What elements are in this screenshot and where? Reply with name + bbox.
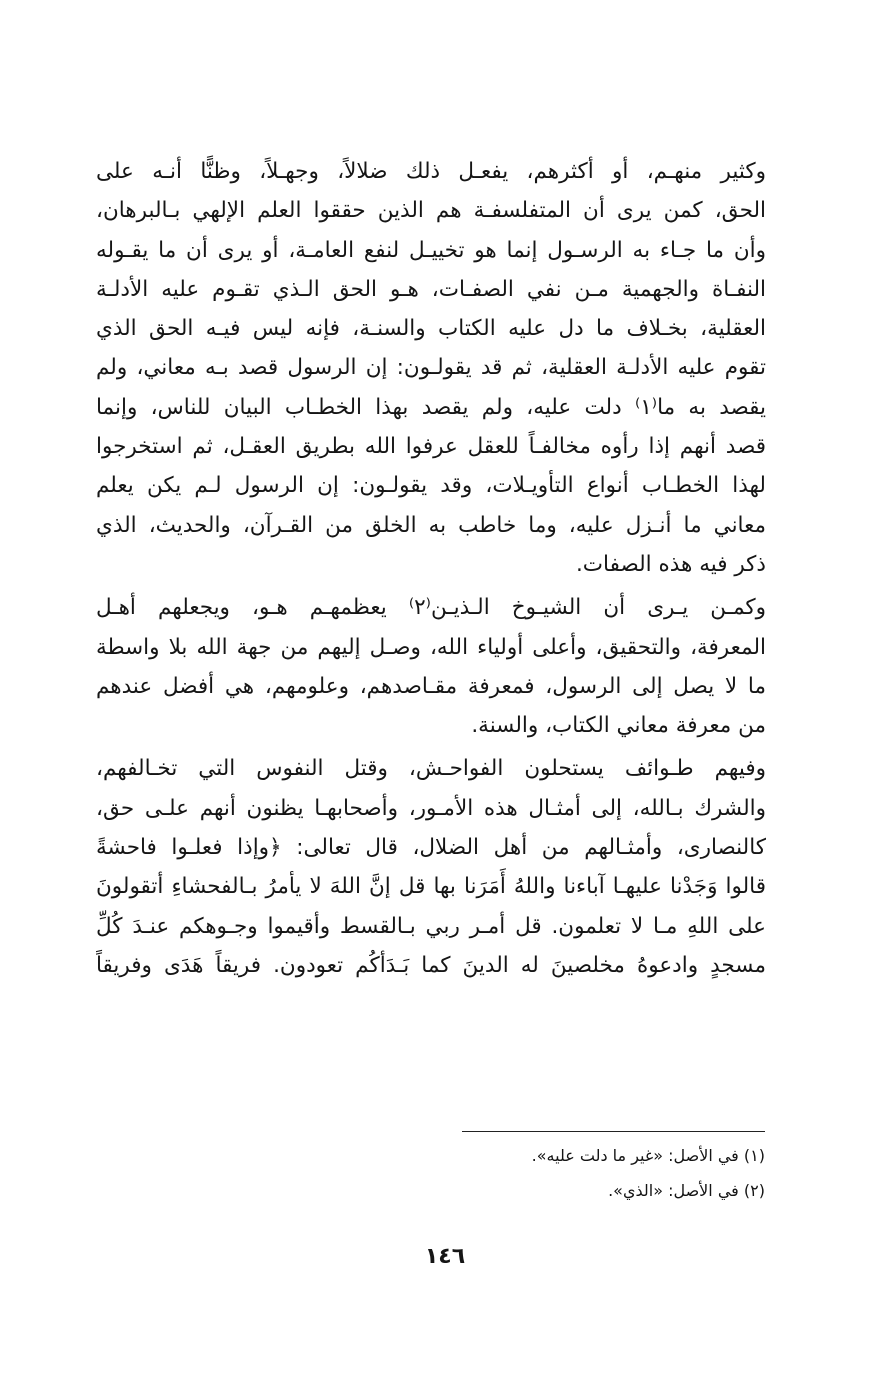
text-line: النفـاة والجهمية مـن نفي الصفـات، هـو الحق الـذي تقـوم عليه الأدلـة (96, 276, 766, 302)
footnote-divider (462, 1131, 765, 1132)
text-line: المعرفة، والتحقيق، وأعلى أولياء الله، وصـل إليهم من جهة الله بلا واسطة (96, 634, 766, 660)
text-line: لهذا الخطـاب أنواع التأويـلات، وقد يقولـون: إن الرسول لـم يكن يعلم (96, 473, 766, 499)
paragraph-2 (96, 588, 766, 745)
page-number: ١٤٦ (424, 1244, 466, 1269)
text-line: والشرك بـالله، إلى أمثـال هذه الأمـور، وأصحابهـا يظنون أنهم علـى حق، (96, 795, 766, 821)
text-line: قالوا وَجَدْنا عليهـا آباءنا واللهُ أَمَرَنا بها قل إنَّ اللهَ لا يأمرُ بـالفحشاءِ أتقولونَ (96, 874, 766, 900)
text-line: وأن ما جـاء به الرسـول إنما هو تخييـل لنفع العامـة، أو يرى أن ما يقـوله (96, 237, 766, 263)
text-line: وكمـن يـرى أن الشيـوخ الـذيـن⁽٢⁾ يعظمهـم هـو، ويجعلهم أهـل (96, 595, 766, 621)
text-line: من معرفة معاني الكتاب، والسنة. (471, 713, 766, 739)
text-line: العقلية، بخـلاف ما دل عليه الكتاب والسنـة، فإنه ليس فيـه الحق الذي (96, 316, 766, 342)
text-line: ذكر فيه هذه الصفات. (575, 551, 766, 577)
paragraph-3 (96, 749, 766, 985)
text-line: معاني ما أنـزل عليه، وما خاطب به الخلق من القـرآن، والحديث، الذي (96, 512, 766, 538)
text-line: كالنصارى، وأمثـالهم من أهل الضلال، قال تعالى: ﴿وإذا فعلـوا فاحشةً (96, 835, 766, 861)
text-line: ما لا يصل إلى الرسول، فمعرفة مقـاصدهم، وعلومهم، هي أفضل عندهم (96, 673, 766, 699)
text-line: تقوم عليه الأدلـة العقلية، ثم قد يقولـون: إن الرسول قصد بـه معاني، ولم (96, 355, 766, 381)
footnote-2: (٢) في الأصل: «الذي». (608, 1181, 765, 1200)
paragraph-1 (96, 152, 766, 584)
text-line: مسجدٍ وادعوهُ مخلصينَ له الدينَ كما بَـدَأكُم تعودون. فريقاً هَدَى وفريقاً (96, 952, 766, 978)
text-line: يقصد به ما⁽١⁾ دلت عليه، ولم يقصد بهذا الخطـاب البيان للناس، وإنما (96, 394, 766, 420)
text-line: وكثير منهـم، أو أكثرهم، يفعـل ذلك ضلالاً، وجهـلاً، وظنًّا أنـه على (96, 159, 766, 184)
text-line: الحق، كمن يرى أن المتفلسفـة هم الذين حققوا العلم الإلهي بـالبرهان، (96, 198, 766, 224)
footnote-1: (١) في الأصل: «غير ما دلت عليه». (531, 1146, 765, 1165)
text-line: على اللهِ مـا لا تعلمون. قل أمـر ربي بـالقسط وأقيموا وجـوهكم عنـدَ كُلِّ (96, 913, 766, 939)
main-text (96, 152, 766, 985)
footnotes (380, 1138, 765, 1208)
text-line: قصد أنهم إذا رأوه مخالفـاً للعقل عرفوا الله بطريق العقـل، ثم استخرجوا (96, 434, 766, 460)
text-line: وفيهم طـوائف يستحلون الفواحـش، وقتل النفوس التي تخـالفهم، (96, 756, 766, 782)
